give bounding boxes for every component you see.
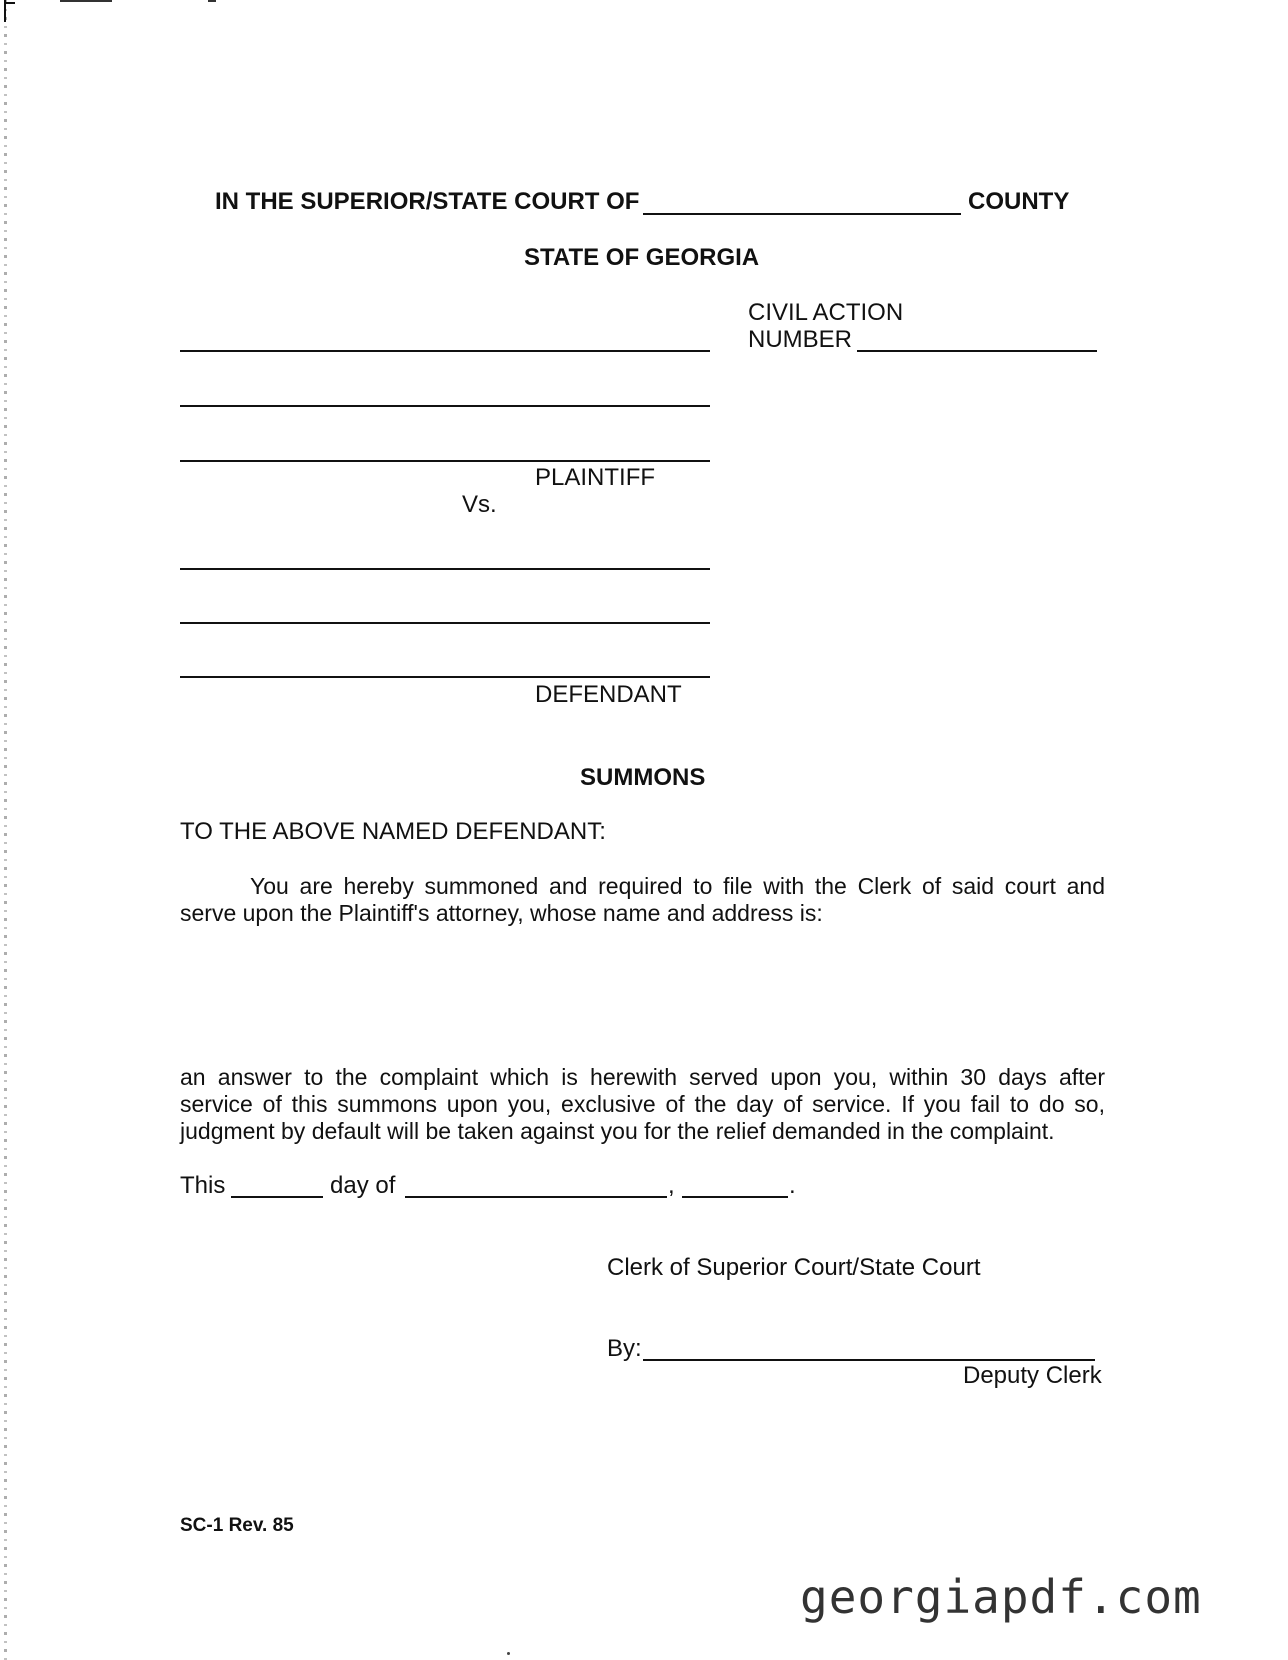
- civil-action-label: CIVIL ACTION: [748, 299, 904, 326]
- top-edge-mark: [60, 0, 112, 2]
- plaintiff-line-3[interactable]: [180, 460, 710, 462]
- bottom-dot: [507, 1652, 510, 1655]
- summons-paragraph-2-line-1: an answer to the complaint which is herewith served upon you, within 30 days after: [180, 1064, 1105, 1090]
- versus-label: Vs.: [462, 491, 497, 518]
- date-day-of-label: day of: [330, 1172, 396, 1199]
- corner-mark-top: [5, 2, 15, 4]
- number-label: NUMBER: [748, 326, 853, 353]
- summons-title: SUMMONS: [580, 764, 706, 791]
- county-label: COUNTY: [968, 188, 1070, 215]
- court-heading: IN THE SUPERIOR/STATE COURT OF: [215, 188, 640, 215]
- defendant-line-1[interactable]: [180, 568, 710, 570]
- year-blank[interactable]: [682, 1196, 788, 1198]
- month-blank[interactable]: [405, 1196, 667, 1198]
- summons-paragraph-2-line-2: service of this summons upon you, exclusive of the day of service. If you fail to do so,: [180, 1091, 1105, 1117]
- clerk-title: Clerk of Superior Court/State Court: [607, 1254, 981, 1281]
- day-blank[interactable]: [231, 1196, 323, 1198]
- scan-edge-artifact: [4, 0, 7, 1660]
- summons-paragraph-1-line-1: You are hereby summoned and required to file with the Clerk of said court and: [250, 873, 1105, 899]
- watermark-text: georgiapdf.com: [800, 1570, 1202, 1624]
- plaintiff-label: PLAINTIFF: [535, 464, 656, 491]
- addressee-line: TO THE ABOVE NAMED DEFENDANT:: [180, 818, 606, 845]
- plaintiff-line-2[interactable]: [180, 405, 710, 407]
- date-period: .: [789, 1172, 796, 1199]
- defendant-line-3[interactable]: [180, 676, 710, 678]
- date-comma: ,: [668, 1172, 675, 1199]
- top-edge-dot: [208, 0, 216, 2]
- state-heading: STATE OF GEORGIA: [524, 244, 760, 271]
- by-label: By:: [607, 1335, 642, 1362]
- defendant-line-2[interactable]: [180, 622, 710, 624]
- summons-paragraph-2-line-3: judgment by default will be taken against you for the relief demanded in the complaint.: [180, 1118, 1055, 1144]
- deputy-signature-line[interactable]: [643, 1359, 1095, 1361]
- county-name-blank[interactable]: [643, 213, 961, 215]
- summons-paragraph-1-line-2: serve upon the Plaintiff's attorney, whose name and address is:: [180, 900, 823, 926]
- form-id: SC-1 Rev. 85: [180, 1515, 294, 1536]
- deputy-clerk-label: Deputy Clerk: [963, 1362, 1102, 1389]
- date-this-label: This: [180, 1172, 226, 1199]
- defendant-label: DEFENDANT: [535, 681, 682, 708]
- plaintiff-line-1[interactable]: [180, 350, 710, 352]
- civil-action-number-blank[interactable]: [857, 350, 1097, 352]
